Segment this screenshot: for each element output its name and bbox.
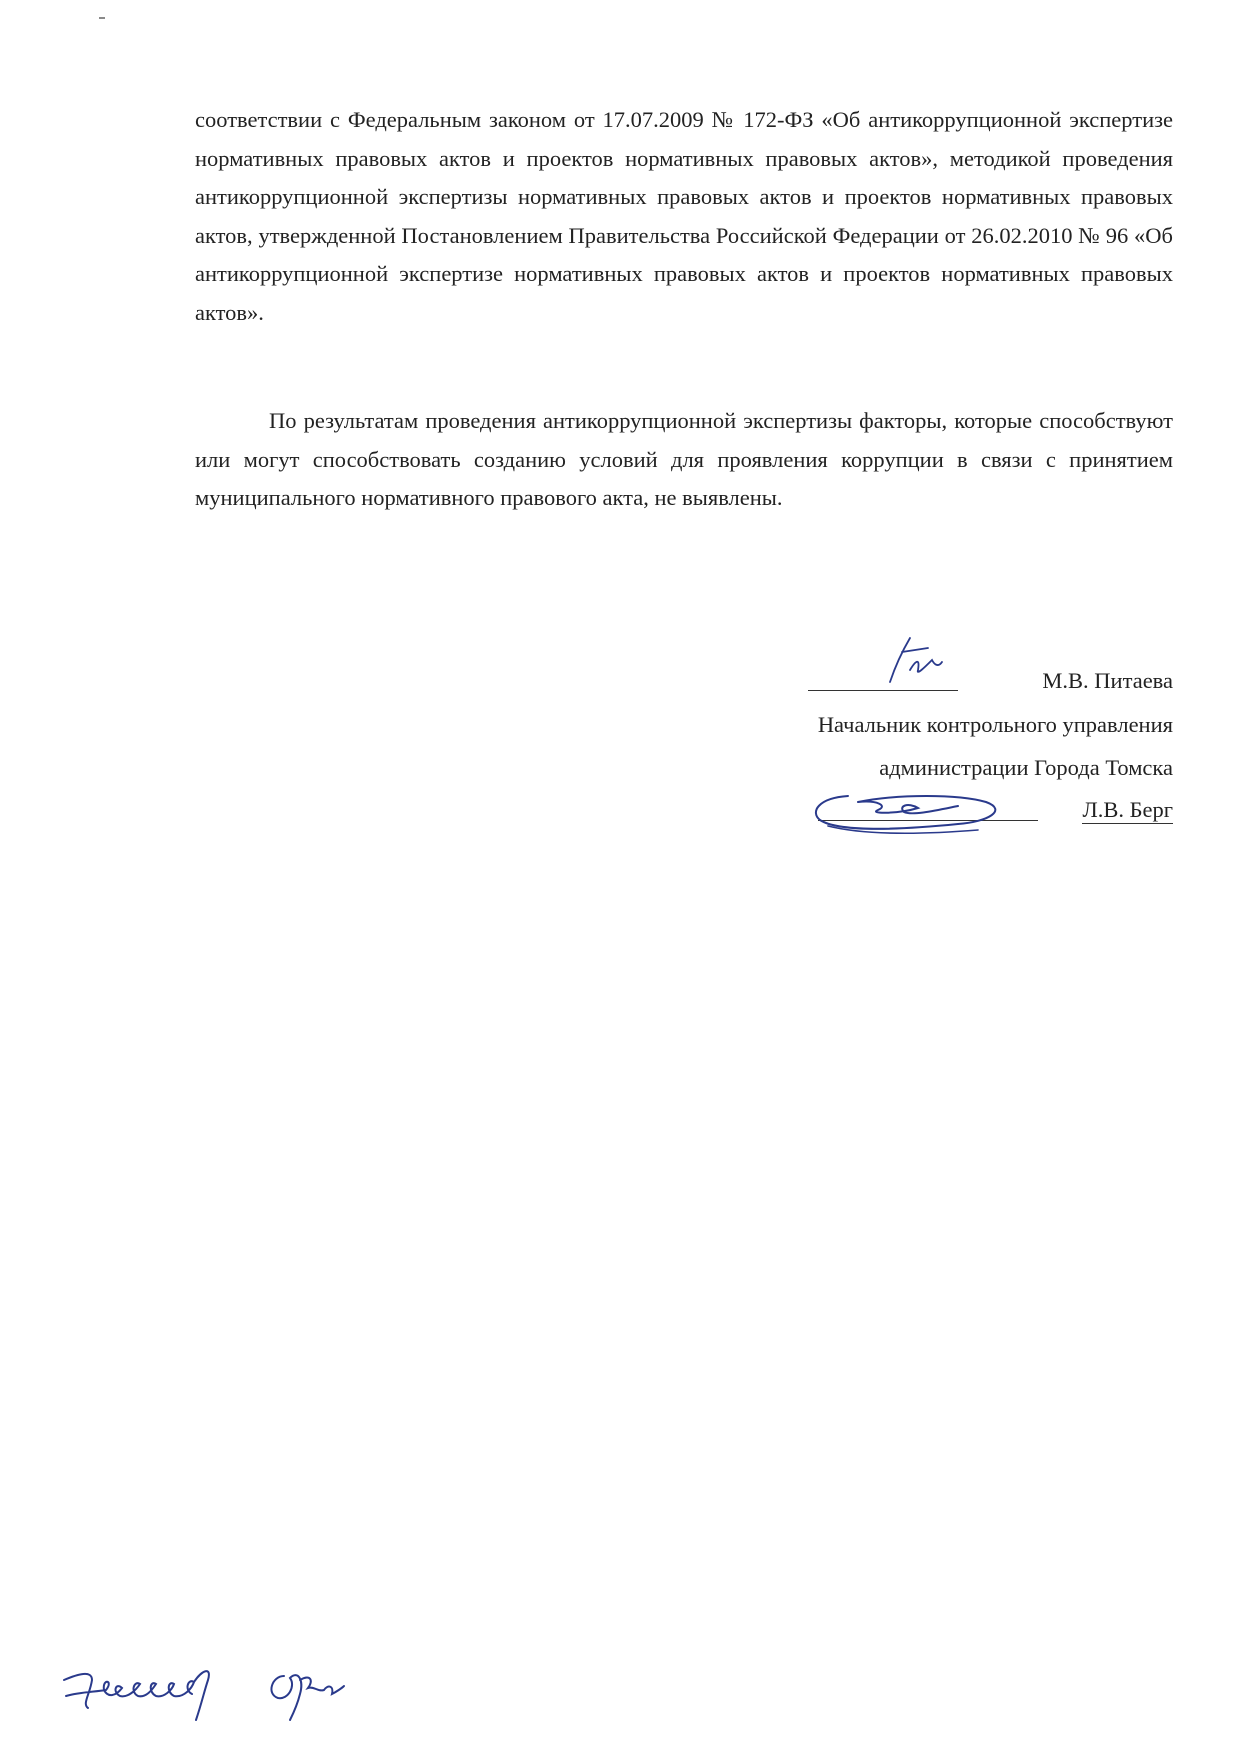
body-paragraph-conclusion: По результатам проведения антикоррупционной экспертизы факторы, которые способствуют или могут способствовать созданию условий для проявления коррупции в связи с принятием муниципального нормативного правового акта, не выявлены. xyxy=(195,408,1173,510)
signer-1-name: М.В. Питаева xyxy=(1042,668,1173,693)
signature-berg-icon xyxy=(808,780,1008,840)
signature-pitaeva-icon xyxy=(880,630,950,690)
signer-2-title-line-1: Начальник контрольного управления xyxy=(817,712,1173,737)
scan-artifact-mark xyxy=(99,17,105,19)
body-paragraph-legal-basis: соответствии с Федеральным законом от 17.07.2009 № 172-ФЗ «Об антикоррупционной экспертизе нормативных правовых актов и проектов нормативных правовых актов», методикой проведения антикоррупционной экспертизы нормативных правовых актов и проектов нормативных правовых актов, утвержденной Постановлением Правительства Российской Федерации от 26.02.2010 № 96 «Об антикоррупционной экспертизе нормативных правовых актов и проектов нормативных правовых актов». xyxy=(195,107,1173,325)
signer-2-name: Л.В. Берг xyxy=(1082,797,1173,822)
signer-2-title-line-2: администрации Города Томска xyxy=(879,755,1173,780)
handwritten-annotation-icon xyxy=(52,1640,452,1750)
signature-line-1 xyxy=(808,690,958,691)
